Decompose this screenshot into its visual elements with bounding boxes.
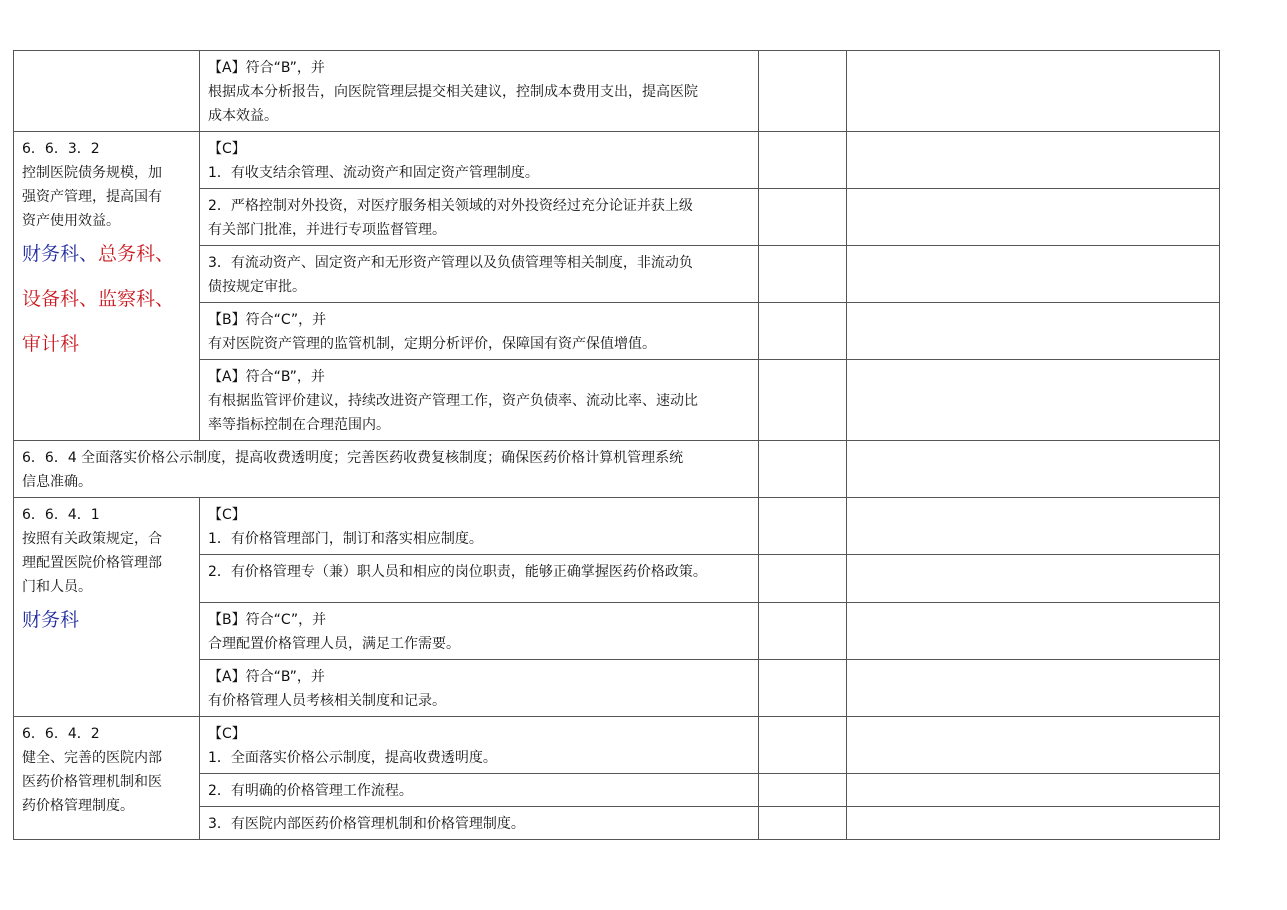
criteria-line: 2．严格控制对外投资，对医疗服务相关领域的对外投资经过充分论证并获上级 (208, 198, 693, 214)
item-code: 6．6．4．2 (22, 726, 100, 742)
criteria-line: 【C】 (208, 726, 246, 742)
criteria-line: 资产使用效益。 (22, 213, 120, 229)
criteria-cell (200, 51, 759, 132)
criteria-line: 【B】符合“C”，并 (208, 312, 327, 328)
remark-cell (847, 246, 1220, 303)
score-cell (759, 132, 847, 189)
criteria-line: 3．有流动资产、固定资产和无形资产管理以及负债管理等相关制度，非流动负 (208, 255, 693, 271)
criteria-line: 1．全面落实价格公示制度，提高收费透明度。 (208, 750, 497, 766)
criteria-cell (200, 246, 759, 303)
criteria-line: 债按规定审批。 (208, 279, 306, 295)
responsible-department: 审计科 (22, 333, 80, 355)
table-row (14, 498, 1220, 555)
criteria-line: 药价格管理制度。 (22, 798, 134, 814)
score-cell (759, 441, 847, 498)
remark-cell (847, 660, 1220, 717)
remark-cell (847, 189, 1220, 246)
criteria-cell (200, 717, 759, 774)
criteria-line: 财务科、 (22, 243, 99, 265)
item-cell (14, 132, 200, 441)
item-cell (14, 717, 200, 840)
score-cell (759, 774, 847, 807)
criteria-cell (200, 555, 759, 603)
score-cell (759, 189, 847, 246)
score-cell (759, 51, 847, 132)
criteria-line: 信息准确。 (22, 474, 92, 490)
criteria-line: 有价格管理人员考核相关制度和记录。 (208, 693, 446, 709)
criteria-line: 健全、完善的医院内部 (22, 750, 162, 766)
criteria-line: 根据成本分析报告，向医院管理层提交相关建议，控制成本费用支出，提高医院 (208, 84, 698, 100)
score-cell (759, 303, 847, 360)
criteria-line: 【A】符合“B”，并 (208, 60, 325, 76)
score-cell (759, 660, 847, 717)
criteria-line: 6．6．4 全面落实价格公示制度，提高收费透明度；完善医药收费复核制度；确保医药价格计算机管理系统 (22, 450, 684, 466)
score-cell (759, 807, 847, 840)
remark-cell (847, 603, 1220, 660)
criteria-cell (200, 660, 759, 717)
criteria-line: 【A】符合“B”，并 (208, 669, 325, 685)
criteria-line: 医药价格管理机制和医 (22, 774, 162, 790)
score-cell (759, 603, 847, 660)
remark-cell (847, 717, 1220, 774)
criteria-line: 【C】 (208, 507, 246, 523)
criteria-cell (200, 189, 759, 246)
criteria-line: 【A】符合“B”，并 (208, 369, 325, 385)
criteria-cell (200, 498, 759, 555)
score-cell (759, 555, 847, 603)
score-cell (759, 360, 847, 441)
remark-cell (847, 360, 1220, 441)
item-cell (14, 51, 200, 132)
section-heading (14, 441, 759, 498)
criteria-cell (200, 774, 759, 807)
criteria-line: 控制医院债务规模，加 (22, 165, 162, 181)
remark-cell (847, 303, 1220, 360)
remark-cell (847, 498, 1220, 555)
responsible-department: 设备科、监察科、 (22, 288, 175, 310)
criteria-cell (200, 360, 759, 441)
remark-cell (847, 807, 1220, 840)
criteria-line: 强资产管理，提高国有 (22, 189, 162, 205)
standards-table (13, 50, 1220, 840)
criteria-cell (200, 603, 759, 660)
criteria-line: 1．有价格管理部门，制订和落实相应制度。 (208, 531, 483, 547)
criteria-line: 成本效益。 (208, 108, 278, 124)
criteria-cell (200, 303, 759, 360)
score-cell (759, 498, 847, 555)
criteria-line: 2．有明确的价格管理工作流程。 (208, 783, 413, 799)
table-row (14, 51, 1220, 132)
criteria-cell (200, 132, 759, 189)
criteria-line: 2．有价格管理专（兼）职人员和相应的岗位职责，能够正确掌握医药价格政策。 (208, 564, 707, 580)
item-code: 6．6．4．1 (22, 507, 100, 523)
criteria-line: 合理配置价格管理人员，满足工作需要。 (208, 636, 460, 652)
criteria-line: 【B】符合“C”，并 (208, 612, 327, 628)
criteria-line: 【C】 (208, 141, 246, 157)
responsible-department: 财务科 (22, 609, 80, 631)
item-code: 6．6．3．2 (22, 141, 100, 157)
remark-cell (847, 51, 1220, 132)
remark-cell (847, 132, 1220, 189)
criteria-line: 总务科、 (98, 243, 175, 265)
remark-cell (847, 555, 1220, 603)
section-row (14, 441, 1220, 498)
criteria-line: 有对医院资产管理的监管机制，定期分析评价，保障国有资产保值增值。 (208, 336, 656, 352)
item-cell (14, 498, 200, 717)
criteria-line: 率等指标控制在合理范围内。 (208, 417, 390, 433)
criteria-line: 按照有关政策规定，合 (22, 531, 162, 547)
table-row (14, 132, 1220, 189)
criteria-line: 有根据监管评价建议，持续改进资产管理工作，资产负债率、流动比率、速动比 (208, 393, 698, 409)
score-cell (759, 246, 847, 303)
criteria-line: 3．有医院内部医药价格管理机制和价格管理制度。 (208, 816, 525, 832)
remark-cell (847, 774, 1220, 807)
criteria-line: 有关部门批准，并进行专项监督管理。 (208, 222, 446, 238)
score-cell (759, 717, 847, 774)
table-row (14, 717, 1220, 774)
remark-cell (847, 441, 1220, 498)
criteria-cell (200, 807, 759, 840)
criteria-line: 门和人员。 (22, 579, 92, 595)
criteria-line: 理配置医院价格管理部 (22, 555, 162, 571)
criteria-line: 1．有收支结余管理、流动资产和固定资产管理制度。 (208, 165, 539, 181)
responsible-department (22, 230, 191, 278)
